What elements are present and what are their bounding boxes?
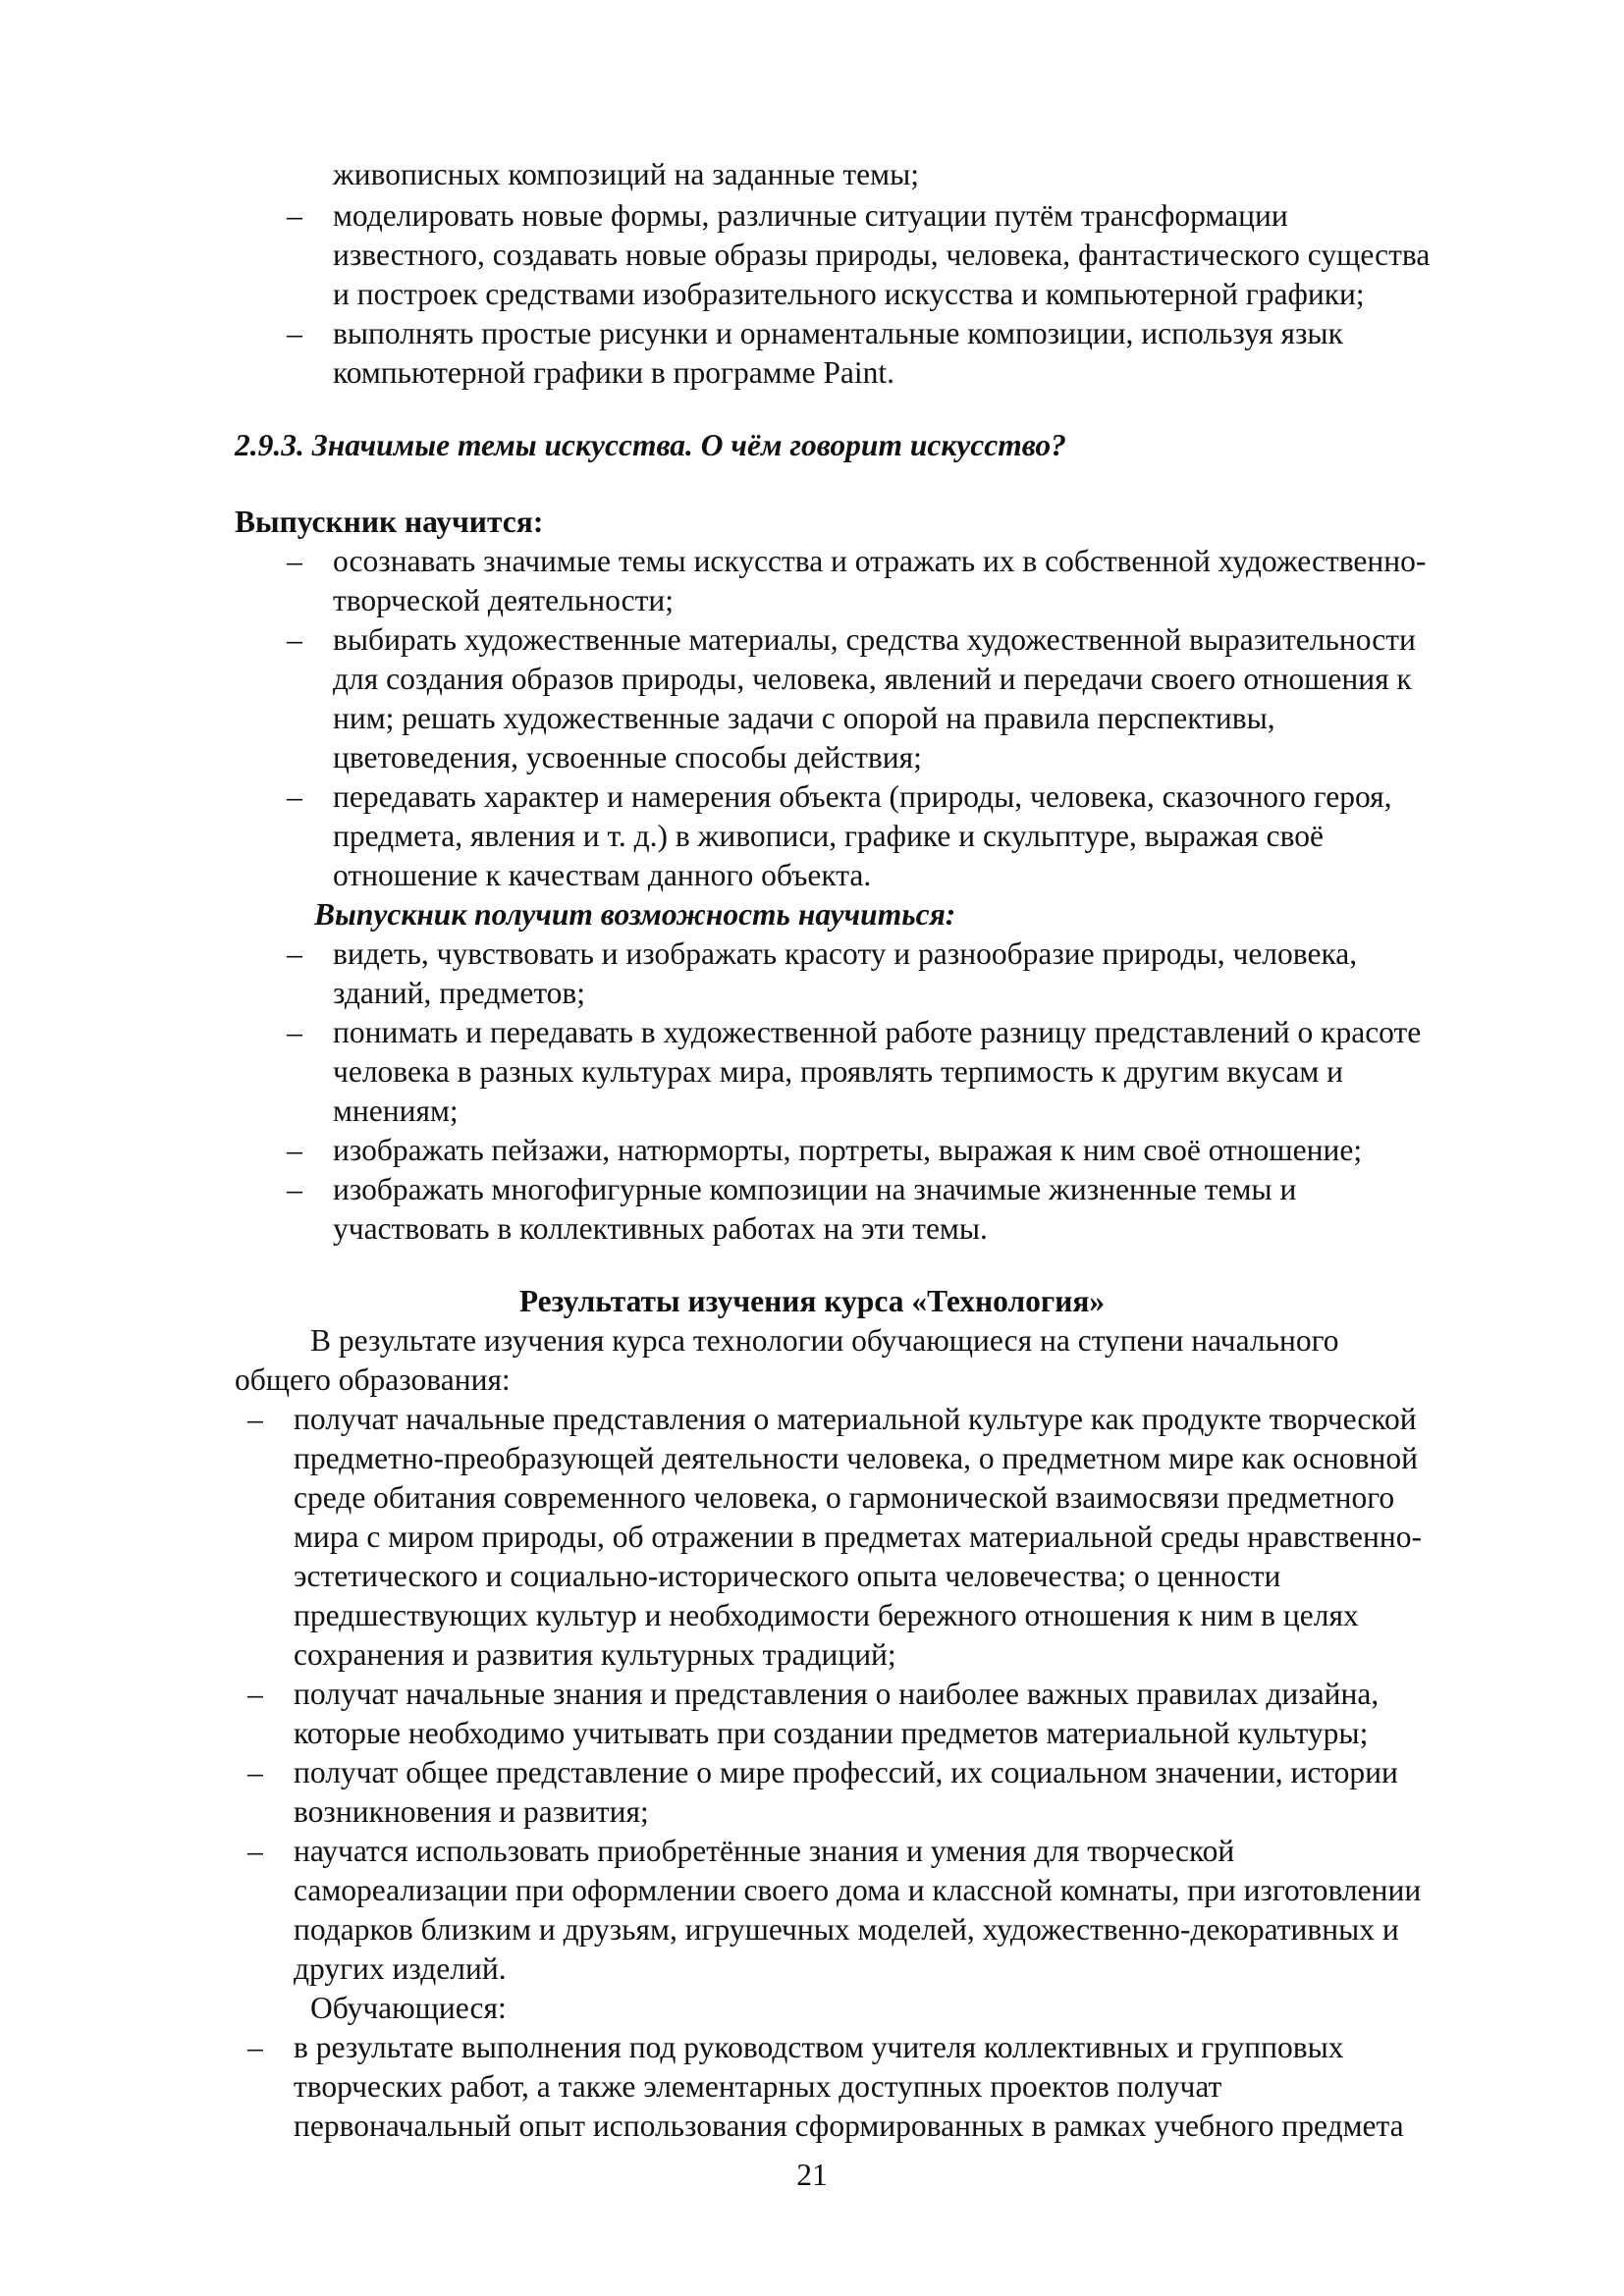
text-line: возникновения и развития; xyxy=(294,1794,649,1829)
text-line: известного, создавать новые образы природы, человека, фантастического существа xyxy=(333,238,1431,272)
intro-line: В результате изучения курса технологии обучающиеся на ступени начального xyxy=(310,1323,1339,1358)
text-line: осознавать значимые темы искусства и отражать их в собственной художественно- xyxy=(333,544,1427,578)
page-number: 21 xyxy=(796,2158,828,2192)
list-dash: – xyxy=(247,1834,263,1868)
text-line: выполнять простые рисунки и орнаментальные композиции, используя язык xyxy=(333,316,1343,350)
list-dash: – xyxy=(287,779,302,814)
text-line: изображать пейзажи, натюрморты, портреты, выражая к ним своё отношение; xyxy=(333,1133,1363,1167)
text-line: выбирать художественные материалы, средства художественной выразительности xyxy=(333,622,1416,657)
text-line: сохранения и развития культурных традиций; xyxy=(294,1637,896,1672)
text-line: подарков близким и друзьям, игрушечных моделей, художественно-декоративных и xyxy=(294,1912,1399,1947)
text-line: получат начальные знания и представления о наиболее важных правилах дизайна, xyxy=(294,1677,1380,1711)
list-dash: – xyxy=(247,1402,263,1436)
text-line: мира с миром природы, об отражении в предметах материальной среды нравственно- xyxy=(294,1520,1422,1554)
text-line: научатся использовать приобретённые знания и умения для творческой xyxy=(294,1834,1235,1868)
text-line: понимать и передавать в художественной работе разницу представлений о красоте xyxy=(333,1015,1422,1049)
text-line: творческой деятельности; xyxy=(333,583,674,617)
list-dash: – xyxy=(287,622,302,657)
text-line: передавать характер и намерения объекта (природы, человека, сказочного героя, xyxy=(333,779,1392,814)
text-line: видеть, чувствовать и изображать красоту и разнообразие природы, человека, xyxy=(333,936,1358,971)
text-line: в результате выполнения под руководством учителя коллективных и групповых xyxy=(294,2030,1344,2064)
text-line: которые необходимо учитывать при создании предметов материальной культуры; xyxy=(294,1716,1369,1750)
text-line: предмета, явления и т. д.) в живописи, графике и скульптуре, выражая своё xyxy=(333,819,1324,853)
text-line: предшествующих культур и необходимости бережного отношения к ним в целях xyxy=(294,1598,1359,1632)
text-line: и построек средствами изобразительного искусства и компьютерной графики; xyxy=(333,277,1365,311)
text-line: среде обитания современного человека, о гармонической взаимосвязи предметного xyxy=(294,1480,1395,1515)
text-line: компьютерной графики в программе Paint. xyxy=(333,355,895,390)
list-dash: – xyxy=(287,936,302,971)
results-heading: Результаты изучения курса «Технология» xyxy=(518,1284,1106,1318)
text-line: цветоведения, усвоенные способы действия; xyxy=(333,740,922,774)
text-line: для создания образов природы, человека, явлений и передачи своего отношения к xyxy=(333,662,1412,696)
text-line: творческих работ, а также элементарных доступных проектов получат xyxy=(294,2069,1222,2104)
text-line: человека в разных культурах мира, проявлять терпимость к другим вкусам и xyxy=(333,1054,1344,1089)
list-dash: – xyxy=(287,1015,302,1049)
list-dash: – xyxy=(287,1133,302,1167)
text-line: получат начальные представления о материальной культуре как продукте творческой xyxy=(294,1402,1417,1436)
text-line: предметно-преобразующей деятельности человека, о предметном мире как основной xyxy=(294,1441,1418,1475)
list-dash: – xyxy=(287,1172,302,1206)
graduate-learns-heading: Выпускник научится: xyxy=(235,505,544,539)
list-dash: – xyxy=(287,198,302,233)
text-line: отношение к качествам данного объекта. xyxy=(333,858,872,892)
text-line: получат общее представление о мире профессий, их социальном значении, истории xyxy=(294,1755,1398,1789)
text-line: моделировать новые формы, различные ситуации путём трансформации xyxy=(333,198,1288,233)
text-line: других изделий. xyxy=(294,1951,507,1986)
text-line: изображать многофигурные композиции на значимые жизненные темы и xyxy=(333,1172,1297,1206)
text-line: ним; решать художественные задачи с опорой на правила перспективы, xyxy=(333,701,1275,735)
learners-label: Обучающиеся: xyxy=(310,1991,507,2025)
intro-line: общего образования: xyxy=(235,1362,511,1397)
list-dash: – xyxy=(247,2030,263,2064)
text-line: первоначальный опыт использования сформированных в рамках учебного предмета xyxy=(294,2109,1404,2143)
section-heading: 2.9.3. Значимые темы искусства. О чём говорит искусство? xyxy=(235,428,1066,462)
list-dash: – xyxy=(247,1755,263,1789)
list-dash: – xyxy=(287,316,302,350)
list-dash: – xyxy=(287,544,302,578)
text-line: самореализации при оформлении своего дома и классной комнаты, при изготовлении xyxy=(294,1873,1422,1907)
graduate-opportunity-heading: Выпускник получит возможность научиться: xyxy=(314,897,956,932)
text-line: живописных композиций на заданные темы; xyxy=(333,157,919,191)
text-line: зданий, предметов; xyxy=(333,976,586,1010)
text-line: участвовать в коллективных работах на эти темы. xyxy=(333,1211,988,1246)
text-line: мнениям; xyxy=(333,1094,459,1128)
list-dash: – xyxy=(247,1677,263,1711)
text-line: эстетического и социально-исторического опыта человечества; о ценности xyxy=(294,1559,1281,1593)
